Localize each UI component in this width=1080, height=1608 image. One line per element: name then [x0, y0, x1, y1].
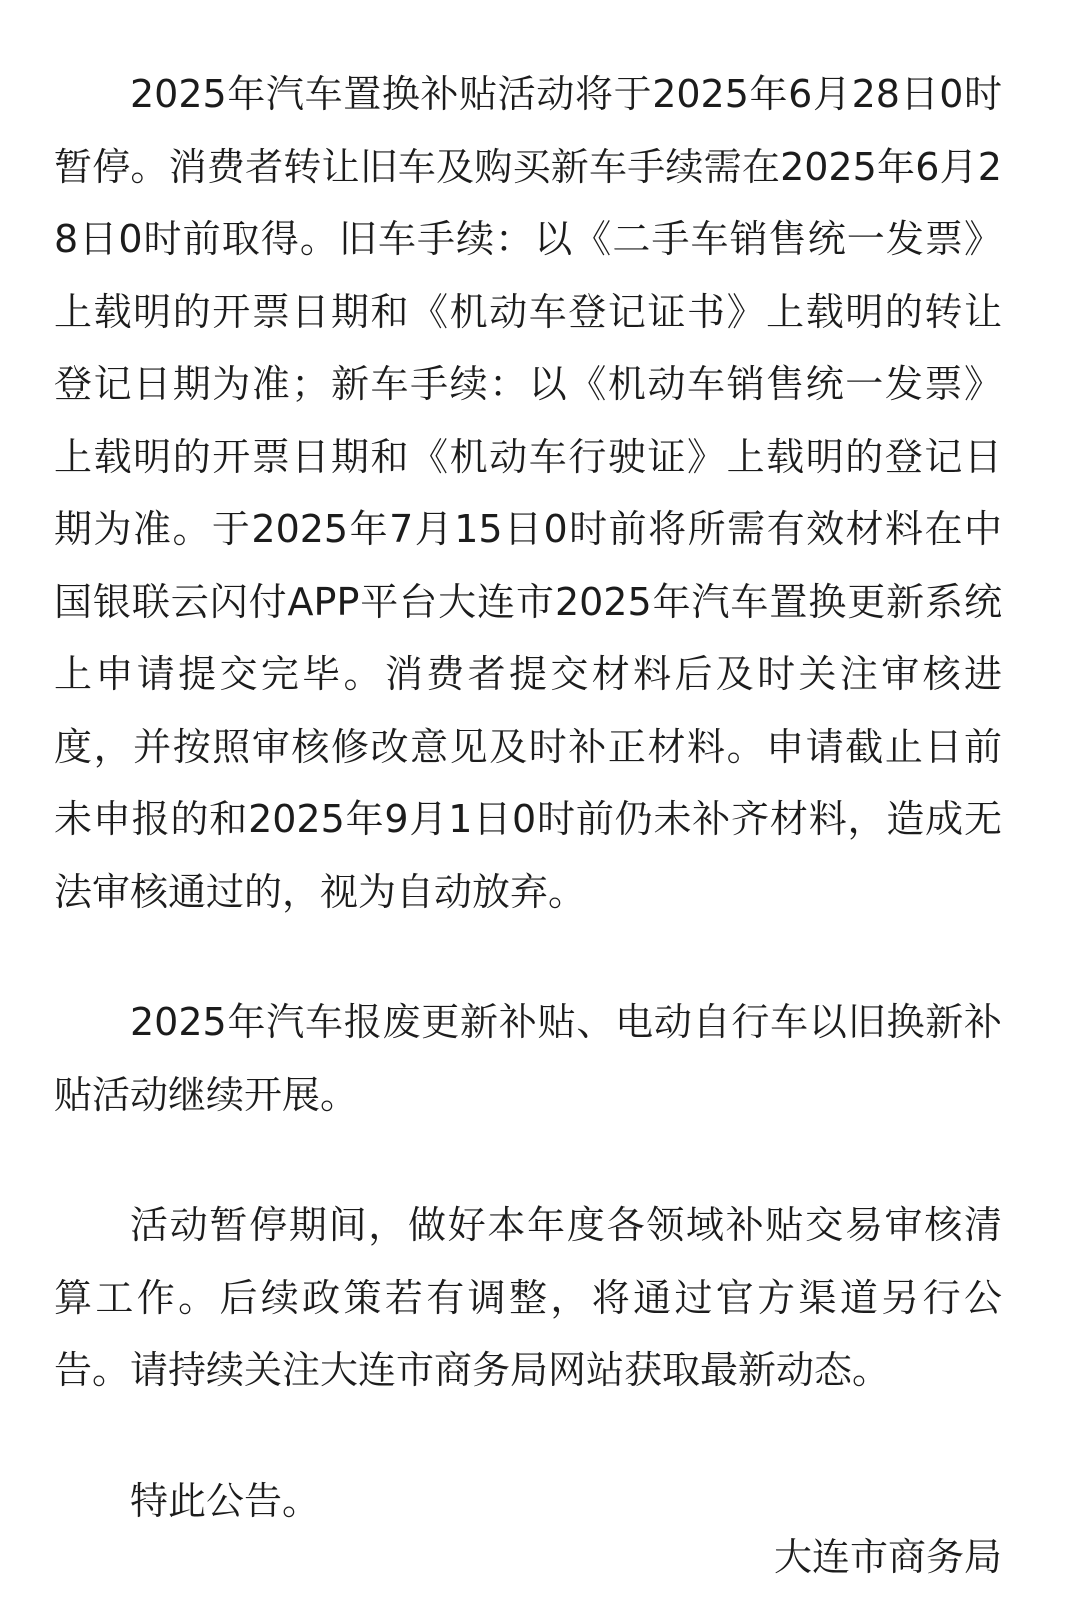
- paragraph-car-replacement-subsidy-pause: 2025年汽车置换补贴活动将于2025年6月28日0时暂停。消费者转让旧车及购买新车手续需在2025年6月28日0时前取得。旧车手续：以《二手车销售统一发票》上载明的开票日期和《机动车登记证书》上载明的转让登记日期为准；新车手续：以《机动车销售统一发票》上载明的开票日期和《机动车行驶证》上载明的登记日期为准。于2025年7月15日0时前将所需有效材料在中国银联云闪付APP平台大连市2025年汽车置换更新系统上申请提交完毕。消费者提交材料后及时关注审核进度，并按照审核修改意见及时补正材料。申请截止日前未申报的和2025年9月1日0时前仍未补齐材料，造成无法审核通过的，视为自动放弃。: [54, 72, 1002, 914]
- issuer-signature: 大连市商务局: [773, 1535, 1002, 1579]
- paragraph-scrappage-and-ebike-subsidy-continue: 2025年汽车报废更新补贴、电动自行车以旧换新补贴活动继续开展。: [54, 1000, 1002, 1117]
- notice-body: [54, 58, 1002, 1537]
- paragraph-closing: 特此公告。: [130, 1478, 321, 1523]
- paragraph-settlement-and-follow-up: 活动暂停期间，做好本年度各领域补贴交易审核清算工作。后续政策若有调整，将通过官方渠道另行公告。请持续关注大连市商务局网站获取最新动态。: [54, 1203, 1002, 1392]
